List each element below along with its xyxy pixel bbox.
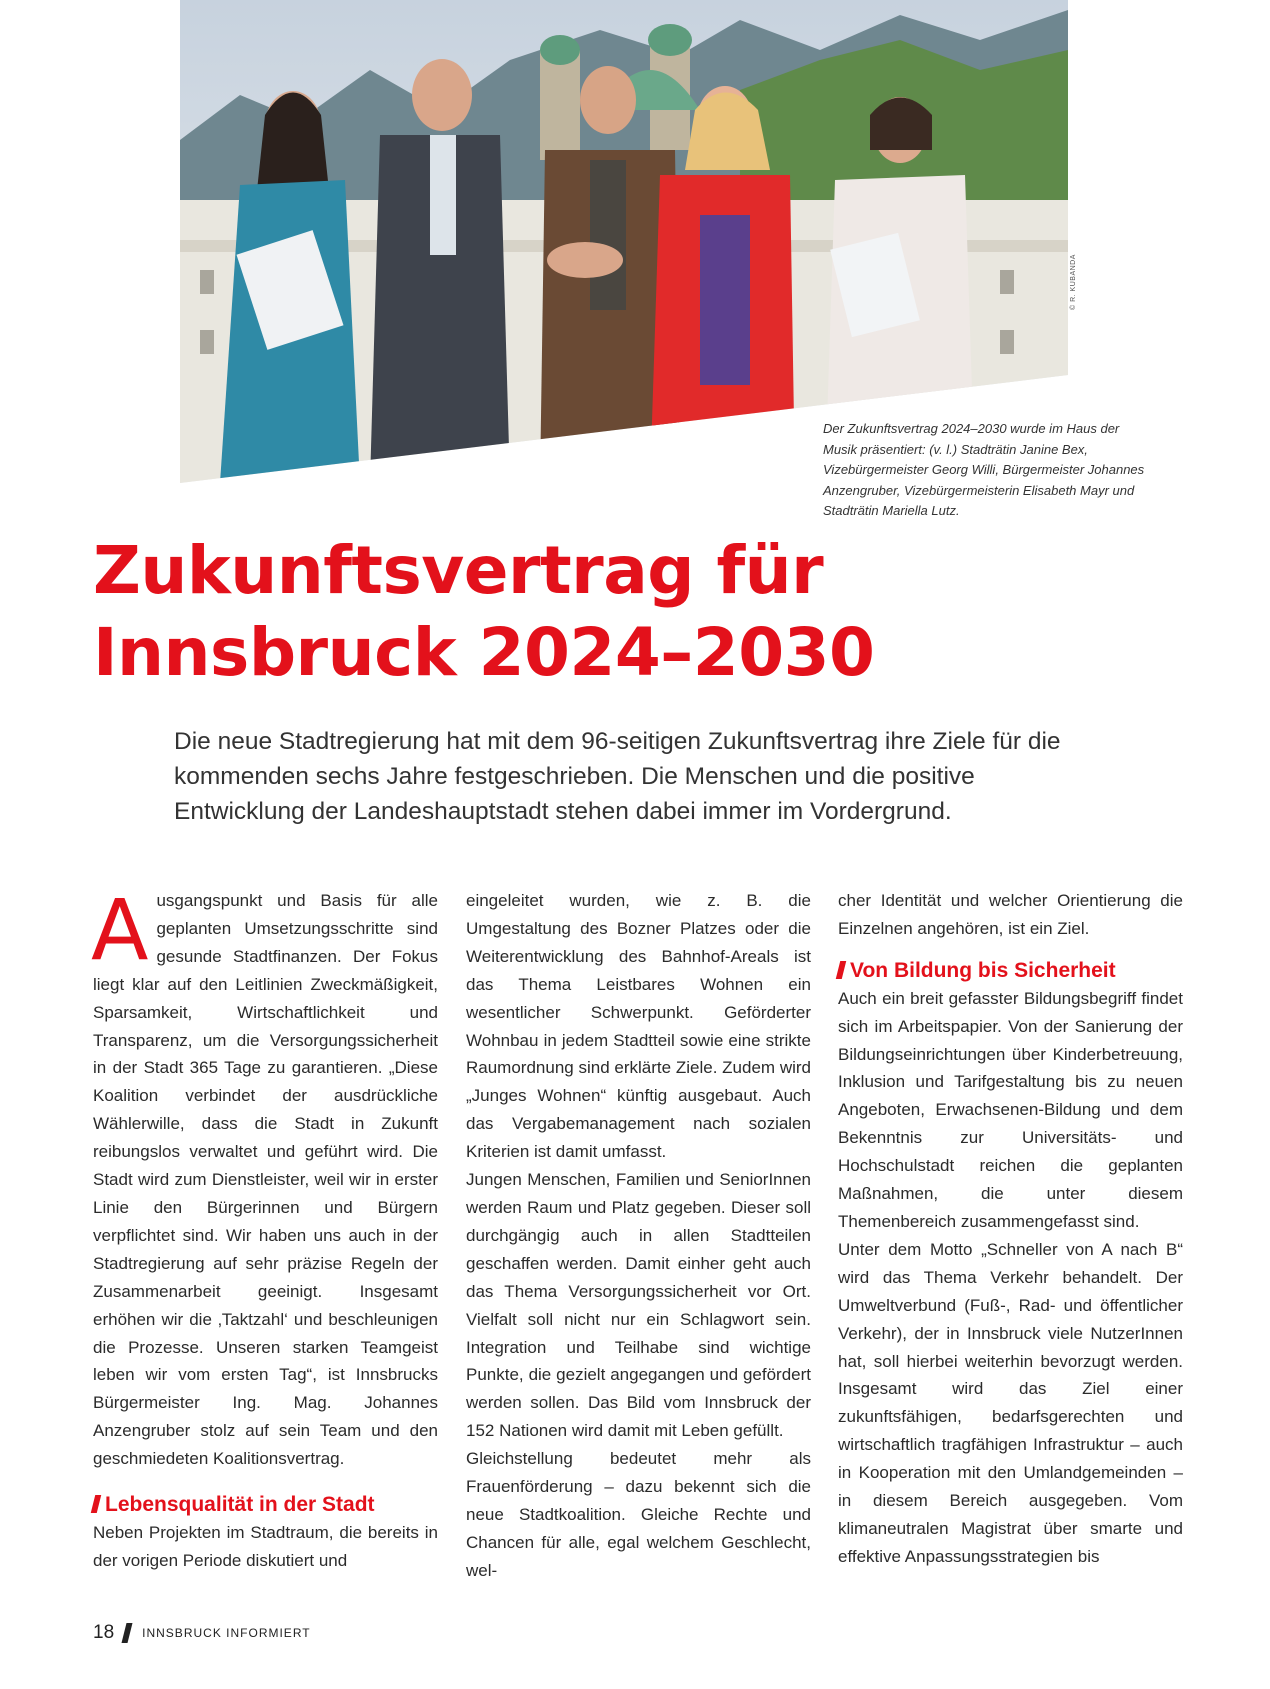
- article-title: [93, 530, 1093, 694]
- group-photo-icon: [180, 0, 1068, 483]
- article-paragraph: Auch ein breit gefasster Bildungsbegriff findet sich im Arbeitspapier. Von der Sanierung der Bildungseinrichtungen über Kinderbetreuung, Inklusion und Tarifgestaltung bis zu neuen Angeboten, Erwachsenen-Bildung und dem Bekenntnis zur Universitäts- und Hochschulstadt reichen die geplanten Maßnahmen, die unter diesem Themenbereich zusammengefasst sind.: [838, 988, 1183, 1231]
- article-paragraph: [91, 881, 438, 1473]
- section-marker-icon: [91, 1495, 101, 1513]
- drop-cap: A: [91, 881, 149, 979]
- section-heading: [838, 957, 1183, 985]
- publication-name: INNSBRUCK INFORMIERT: [142, 1626, 311, 1640]
- photo-credit: © R. KUBANDA: [1070, 254, 1077, 310]
- article-column-2: [466, 887, 811, 1585]
- article-column-3: [838, 887, 1183, 1571]
- page-number: 18: [93, 1622, 115, 1643]
- page-footer: [93, 1622, 311, 1644]
- article-paragraph: Neben Projekten im Stadtraum, die bereits in der vorigen Periode diskutiert und: [93, 1522, 438, 1570]
- slash-divider-icon: [122, 1623, 133, 1643]
- article-paragraph: eingeleitet wurden, wie z. B. die Umgestaltung des Bozner Platzes oder die Weiterentwicklung des Bahnhof-Areals ist das Thema Leistbares Wohnen ein wesentlicher Schwerpunkt. Geförderter Wohnbau in jedem Stadtteil sowie eine strikte Raumordnung sind erklärte Ziele. Zudem wird „Junges Wohnen“ künftig ausgebaut. Auch das Vergabemanagement nach sozialen Kriterien ist damit umfasst.: [466, 891, 811, 1162]
- article-title-line-1: Zukunftsvertrag für: [93, 532, 824, 609]
- article-column-1: [91, 881, 438, 1575]
- article-lead: Die neue Stadtregierung hat mit dem 96-seitigen Zukunftsvertrag ihre Ziele für die kommenden sechs Jahre festgeschrieben. Die Menschen und die positive Entwicklung der Landeshauptstadt stehen dabei immer im Vordergrund.: [174, 728, 1061, 825]
- section-marker-icon: [836, 961, 846, 979]
- article-title-line-2: Innsbruck 2024–2030: [93, 614, 875, 691]
- section-heading: [93, 1491, 438, 1519]
- group-photo: [180, 0, 1068, 483]
- article-paragraph: cher Identität und welcher Orientierung die Einzelnen angehören, ist ein Ziel.: [838, 891, 1183, 938]
- photo-caption: Der Zukunftsvertrag 2024–2030 wurde im Haus der Musik präsentiert: (v. l.) Stadträtin Janine Bex, Vizebürgermeister Georg Willi, Bürgermeister Johannes Anzengruber, Vizebürgermeisterin Elisabeth Mayr und Stadträtin Mariella Lutz.: [823, 421, 1145, 518]
- article-paragraph: Gleichstellung bedeutet mehr als Frauenförderung – dazu bekennt sich die neue Stadtkoalition. Gleiche Rechte und Chancen für alle, egal welchem Geschlecht, wel-: [466, 1449, 811, 1580]
- article-paragraph: Jungen Menschen, Familien und SeniorInnen werden Raum und Platz gegeben. Dieser soll durchgängig auch in allen Stadtteilen geschaffen werden. Damit einher geht auch das Thema Versorgungssicherheit vor Ort. Vielfalt soll nicht nur ein Schlagwort sein. Integration und Teilhabe sind wichtige Punkte, die gezielt angegangen und gefördert werden sollen. Das Bild vom Innsbruck der 152 Nationen wird damit mit Leben gefüllt.: [466, 1170, 811, 1441]
- section-heading-text: Von Bildung bis Sicherheit: [850, 958, 1116, 982]
- section-heading-text: Lebensqualität in der Stadt: [105, 1493, 375, 1517]
- paragraph-text: usgangspunkt und Basis für alle geplanten Umsetzungsschritte sind gesunde Stadtfinanzen. Der Fokus liegt klar auf den Leitlinien Zweckmäßigkeit, Sparsamkeit, Wirtschaftlichkeit und Transparenz, um die Versorgungssicherheit in der Stadt 365 Tage zu garantieren. „Diese Koalition verbindet der ausdrückliche Wählerwille, dass die Stadt in Zukunft reibungslos verwaltet und geführt wird. Die Stadt wird zum Dienstleister, weil wir in erster Linie den Bürgerinnen und Bürgern verpflichtet sind. Wir haben uns auch in der Stadtregierung auf sehr präzise Regeln der Zusammenarbeit geeinigt. Insgesamt erhöhen wir die ‚Taktzahl‘ und beschleunigen die Prozesse. Unseren starken Teamgeist leben wir vom ersten Tag“, ist Innsbrucks Bürgermeister Ing. Mag. Johannes Anzengruber stolz auf sein Team und den geschmiedeten Koalitionsvertrag.: [93, 891, 438, 1469]
- article-paragraph: Unter dem Motto „Schneller von A nach B“ wird das Thema Verkehr behandelt. Der Umweltverbund (Fuß-, Rad- und öffentlicher Verkehr), der in Innsbruck viele NutzerInnen hat, soll hierbei weiterhin bevorzugt werden. Insgesamt wird das Ziel einer zukunftsfähigen, bedarfsgerechten und wirtschaftlich tragfähigen Infrastruktur – auch in Kooperation mit den Umlandgemeinden – in diesem Bereich ausgegeben. Vom klimaneutralen Magistrat über smarte und effektive Anpassungsstrategien bis: [838, 1239, 1183, 1566]
